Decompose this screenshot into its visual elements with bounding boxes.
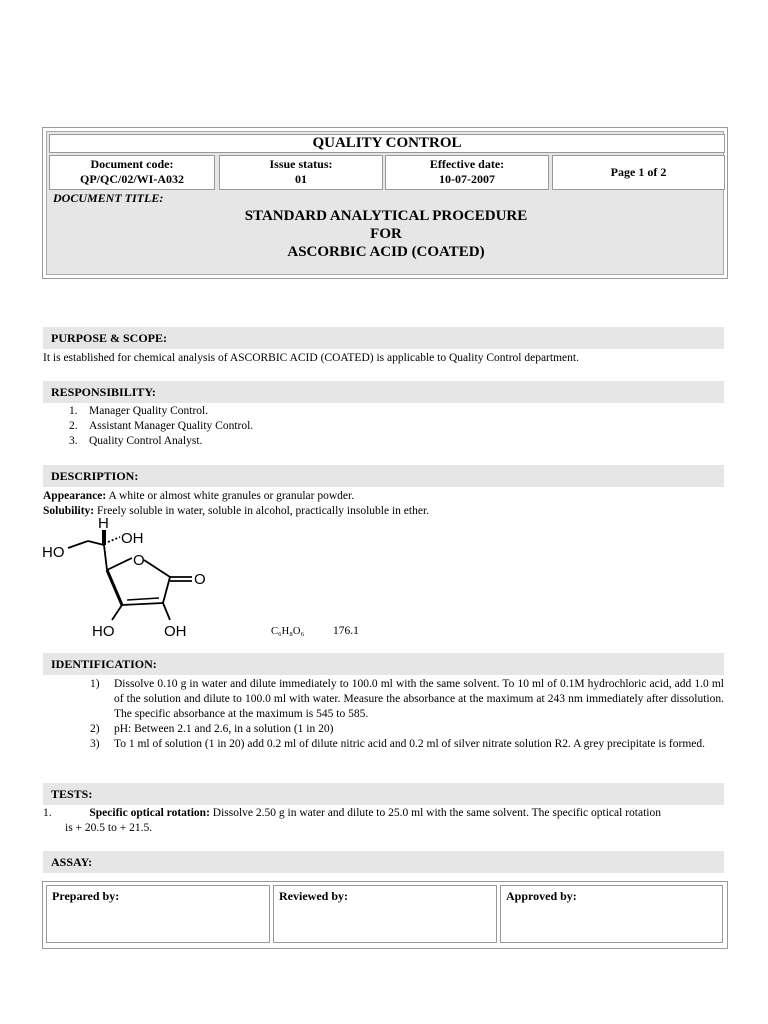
approved-by-cell: Approved by: xyxy=(500,885,723,943)
bond xyxy=(144,560,170,577)
molecular-weight: 176.1 xyxy=(333,625,359,637)
issue-status-value: 01 xyxy=(295,172,307,186)
document-title-line: ASCORBIC ACID (COATED) xyxy=(287,244,485,260)
purpose-text: It is established for chemical analysis of ASCORBIC ACID (COATED) is applicable to Quality Control department. xyxy=(43,352,579,364)
page-number: Page 1 of 2 xyxy=(552,155,725,190)
document-title-line: FOR xyxy=(370,226,402,242)
bond xyxy=(107,558,132,570)
list-item: 2) pH: Between 2.1 and 2.6, in a solution (1 in 20) xyxy=(90,723,334,735)
prepared-by-cell: Prepared by: xyxy=(46,885,270,943)
identification-heading: IDENTIFICATION: xyxy=(43,653,724,675)
molecular-formula: C₆H₈O₆ xyxy=(271,626,305,637)
list-item: 2. Assistant Manager Quality Control. xyxy=(69,420,254,432)
tests-heading: TESTS: xyxy=(43,783,724,805)
identification-list xyxy=(90,677,724,752)
effective-date-value: 10-07-2007 xyxy=(439,172,495,186)
header-title: QUALITY CONTROL xyxy=(49,134,725,153)
document-header xyxy=(42,127,728,279)
tests-item xyxy=(43,806,724,821)
document-title xyxy=(47,207,725,261)
atom-label: OH xyxy=(164,623,187,640)
list-item: 1. Manager Quality Control. xyxy=(69,405,209,417)
list-item: 3) To 1 ml of solution (1 in 20) add 0.2 ml of dilute nitric acid and 0.2 ml of silver nitrate solution R2. A grey precipitate is formed. xyxy=(90,738,706,750)
list-item: 3. Quality Control Analyst. xyxy=(69,435,203,447)
bond xyxy=(107,570,122,605)
atom-label: HO xyxy=(42,544,65,561)
appearance-label: Appearance: xyxy=(43,490,107,502)
atom-label: O xyxy=(194,571,206,588)
effective-date-cell xyxy=(385,155,549,190)
solubility-text: Freely soluble in water, soluble in alcohol, practically insoluble in ether. xyxy=(97,505,430,517)
bond xyxy=(163,603,170,620)
appearance-text: A white or almost white granules or granular powder. xyxy=(108,490,355,502)
issue-status-cell xyxy=(219,155,383,190)
bond xyxy=(108,537,120,542)
signoff-table xyxy=(42,881,728,949)
tests-item-text: Dissolve 2.50 g in water and dilute to 25.0 ml with the same solvent. The specific optical rotation xyxy=(212,807,661,819)
document-title-label: DOCUMENT TITLE: xyxy=(53,191,164,205)
responsibility-list xyxy=(69,404,469,449)
solubility-label: Solubility: xyxy=(43,505,95,517)
purpose-heading: PURPOSE & SCOPE: xyxy=(43,327,724,349)
description-heading: DESCRIPTION: xyxy=(43,465,724,487)
atom-label: H xyxy=(98,515,109,532)
ascorbic-acid-structure xyxy=(40,515,220,640)
document-code-cell xyxy=(49,155,215,190)
issue-status-label: Issue status: xyxy=(269,157,333,171)
list-item: 1) Dissolve 0.10 g in water and dilute immediately to 100.0 ml with the same solvent. To 10 ml of 0.1M hydrochloric acid, add 1.0 ml of the solution and dilute to 100.0 ml with water. Measure the absorbance at the maximum at 243 nm immediately after dissolution. The specific absorbance at the maximum is 545 to 585. xyxy=(90,678,724,720)
bond xyxy=(88,541,104,545)
bond xyxy=(104,545,107,570)
header-inner xyxy=(46,131,724,275)
bond xyxy=(68,541,88,548)
tests-item-label: Specific optical rotation: xyxy=(89,807,210,819)
bond xyxy=(112,605,122,620)
bond xyxy=(163,577,170,603)
effective-date-label: Effective date: xyxy=(429,157,505,171)
atom-label: OH xyxy=(121,530,144,547)
tests-item-continuation: is + 20.5 to + 21.5. xyxy=(65,822,153,834)
tests-item-number: 1. xyxy=(43,807,52,819)
reviewed-by-cell: Reviewed by: xyxy=(273,885,497,943)
atom-label: HO xyxy=(92,623,115,640)
document-title-line: STANDARD ANALYTICAL PROCEDURE xyxy=(244,208,528,224)
bond xyxy=(122,603,163,605)
appearance-line xyxy=(43,489,733,504)
bond xyxy=(127,598,159,600)
document-code-value: QP/QC/02/WI-A032 xyxy=(80,172,184,186)
assay-heading: ASSAY: xyxy=(43,851,724,873)
responsibility-heading: RESPONSIBILITY: xyxy=(43,381,724,403)
atom-label: O xyxy=(133,552,145,569)
document-code-label: Document code: xyxy=(90,157,174,171)
